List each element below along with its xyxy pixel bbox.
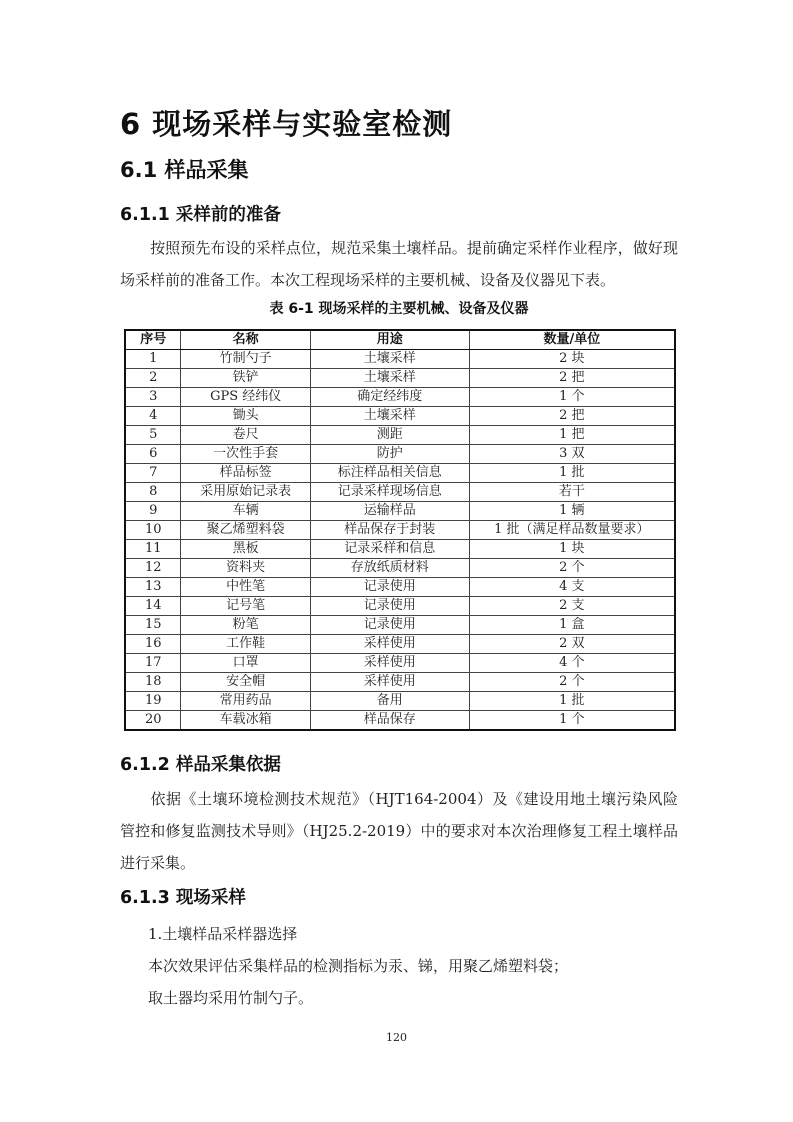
cell-name: 记号笔 — [181, 597, 310, 616]
cell-index: 10 — [125, 521, 181, 540]
table-row — [125, 483, 675, 502]
table-row — [125, 673, 675, 692]
cell-quantity: 2 双 — [469, 635, 675, 654]
cell-purpose: 防护 — [310, 445, 469, 464]
cell-name: 粉笔 — [181, 616, 310, 635]
header-index: 序号 — [125, 330, 181, 350]
cell-quantity: 4 支 — [469, 578, 675, 597]
cell-quantity: 2 把 — [469, 407, 675, 426]
header-purpose: 用途 — [310, 330, 469, 350]
table-row — [125, 502, 675, 521]
cell-purpose: 土壤采样 — [310, 407, 469, 426]
table-row — [125, 616, 675, 635]
header-quantity: 数量/单位 — [469, 330, 675, 350]
cell-name: 卷尺 — [181, 426, 310, 445]
cell-index: 6 — [125, 445, 181, 464]
cell-purpose: 记录采样现场信息 — [310, 483, 469, 502]
table-header-row — [125, 330, 675, 350]
table-row — [125, 350, 675, 369]
cell-quantity: 1 个 — [469, 711, 675, 731]
cell-name: 工作鞋 — [181, 635, 310, 654]
table-row — [125, 635, 675, 654]
cell-quantity: 2 块 — [469, 350, 675, 369]
cell-quantity: 1 批（满足样品数量要求） — [469, 521, 675, 540]
section-heading-6-1-2: 6.1.2 样品采集依据 — [120, 755, 281, 775]
cell-index: 7 — [125, 464, 181, 483]
cell-index: 11 — [125, 540, 181, 559]
cell-quantity: 2 个 — [469, 673, 675, 692]
cell-name: 资料夹 — [181, 559, 310, 578]
cell-quantity: 4 个 — [469, 654, 675, 673]
cell-quantity: 2 个 — [469, 559, 675, 578]
cell-purpose: 采样使用 — [310, 673, 469, 692]
cell-quantity: 1 辆 — [469, 502, 675, 521]
cell-name: 车载冰箱 — [181, 711, 310, 731]
cell-index: 20 — [125, 711, 181, 731]
table-row — [125, 692, 675, 711]
cell-quantity: 若干 — [469, 483, 675, 502]
table-row — [125, 464, 675, 483]
sampling-line-3: 取土器均采用竹制勺子。 — [148, 989, 314, 1007]
section-heading-6-1-1: 6.1.1 采样前的准备 — [120, 205, 281, 225]
table-row — [125, 521, 675, 540]
cell-index: 18 — [125, 673, 181, 692]
cell-index: 9 — [125, 502, 181, 521]
page-number: 120 — [386, 1031, 407, 1044]
cell-quantity: 1 个 — [469, 388, 675, 407]
cell-purpose: 记录使用 — [310, 616, 469, 635]
section-heading-6-1: 6.1 样品采集 — [120, 158, 249, 182]
table-row — [125, 407, 675, 426]
chapter-title: 6 现场采样与实验室检测 — [120, 107, 453, 141]
table-row — [125, 540, 675, 559]
section-heading-6-1-3: 6.1.3 现场采样 — [120, 888, 246, 908]
sampling-line-2: 本次效果评估采集样品的检测指标为汞、锑，用聚乙烯塑料袋； — [148, 957, 569, 975]
table-caption: 表 6-1 现场采样的主要机械、设备及仪器 — [269, 301, 529, 317]
cell-purpose: 标注样品相关信息 — [310, 464, 469, 483]
cell-name: 样品标签 — [181, 464, 310, 483]
cell-purpose: 记录使用 — [310, 578, 469, 597]
cell-purpose: 土壤采样 — [310, 350, 469, 369]
cell-name: 锄头 — [181, 407, 310, 426]
cell-index: 2 — [125, 369, 181, 388]
cell-purpose: 样品保存 — [310, 711, 469, 731]
cell-quantity: 1 块 — [469, 540, 675, 559]
cell-purpose: 运输样品 — [310, 502, 469, 521]
cell-purpose: 样品保存于封装 — [310, 521, 469, 540]
cell-index: 16 — [125, 635, 181, 654]
table-row — [125, 711, 675, 731]
cell-quantity: 1 把 — [469, 426, 675, 445]
cell-name: GPS 经纬仪 — [181, 388, 310, 407]
table-row — [125, 445, 675, 464]
sampling-line-1: 1.土壤样品采样器选择 — [148, 925, 298, 943]
cell-name: 采用原始记录表 — [181, 483, 310, 502]
cell-index: 8 — [125, 483, 181, 502]
cell-index: 3 — [125, 388, 181, 407]
table-row — [125, 597, 675, 616]
cell-index: 1 — [125, 350, 181, 369]
cell-name: 车辆 — [181, 502, 310, 521]
cell-purpose: 采样使用 — [310, 635, 469, 654]
cell-quantity: 1 盒 — [469, 616, 675, 635]
paragraph-basis — [120, 783, 678, 879]
cell-name: 中性笔 — [181, 578, 310, 597]
paragraph-preparation-text: 按照预先布设的采样点位，规范采集土壤样品。提前确定采样作业程序，做好现场采样前的准备工作。本次工程现场采样的主要机械、设备及仪器见下表。 — [120, 239, 678, 289]
table-row — [125, 578, 675, 597]
cell-quantity: 2 把 — [469, 369, 675, 388]
cell-purpose: 记录采样和信息 — [310, 540, 469, 559]
table-row — [125, 369, 675, 388]
cell-purpose: 存放纸质材料 — [310, 559, 469, 578]
cell-name: 铁铲 — [181, 369, 310, 388]
cell-name: 竹制勺子 — [181, 350, 310, 369]
cell-index: 12 — [125, 559, 181, 578]
cell-index: 14 — [125, 597, 181, 616]
cell-name: 常用药品 — [181, 692, 310, 711]
cell-name: 黑板 — [181, 540, 310, 559]
cell-quantity: 1 批 — [469, 692, 675, 711]
cell-purpose: 采样使用 — [310, 654, 469, 673]
cell-name: 口罩 — [181, 654, 310, 673]
cell-purpose: 确定经纬度 — [310, 388, 469, 407]
cell-quantity: 2 支 — [469, 597, 675, 616]
header-name: 名称 — [181, 330, 310, 350]
cell-quantity: 1 批 — [469, 464, 675, 483]
cell-purpose: 记录使用 — [310, 597, 469, 616]
cell-name: 安全帽 — [181, 673, 310, 692]
table-row — [125, 426, 675, 445]
cell-index: 15 — [125, 616, 181, 635]
cell-name: 聚乙烯塑料袋 — [181, 521, 310, 540]
cell-quantity: 3 双 — [469, 445, 675, 464]
cell-purpose: 测距 — [310, 426, 469, 445]
cell-purpose: 备用 — [310, 692, 469, 711]
cell-index: 13 — [125, 578, 181, 597]
cell-index: 17 — [125, 654, 181, 673]
cell-index: 4 — [125, 407, 181, 426]
table-row — [125, 654, 675, 673]
table-row — [125, 388, 675, 407]
cell-name: 一次性手套 — [181, 445, 310, 464]
paragraph-basis-text: 依据《土壤环境检测技术规范》（HJT164-2004）及《建设用地土壤污染风险管控和修复监测技术导则》（HJ25.2-2019）中的要求对本次治理修复工程土壤样品进行采集。 — [120, 790, 678, 872]
equipment-table — [124, 329, 676, 731]
cell-index: 5 — [125, 426, 181, 445]
table-row — [125, 559, 675, 578]
cell-index: 19 — [125, 692, 181, 711]
paragraph-preparation — [120, 232, 678, 296]
cell-purpose: 土壤采样 — [310, 369, 469, 388]
